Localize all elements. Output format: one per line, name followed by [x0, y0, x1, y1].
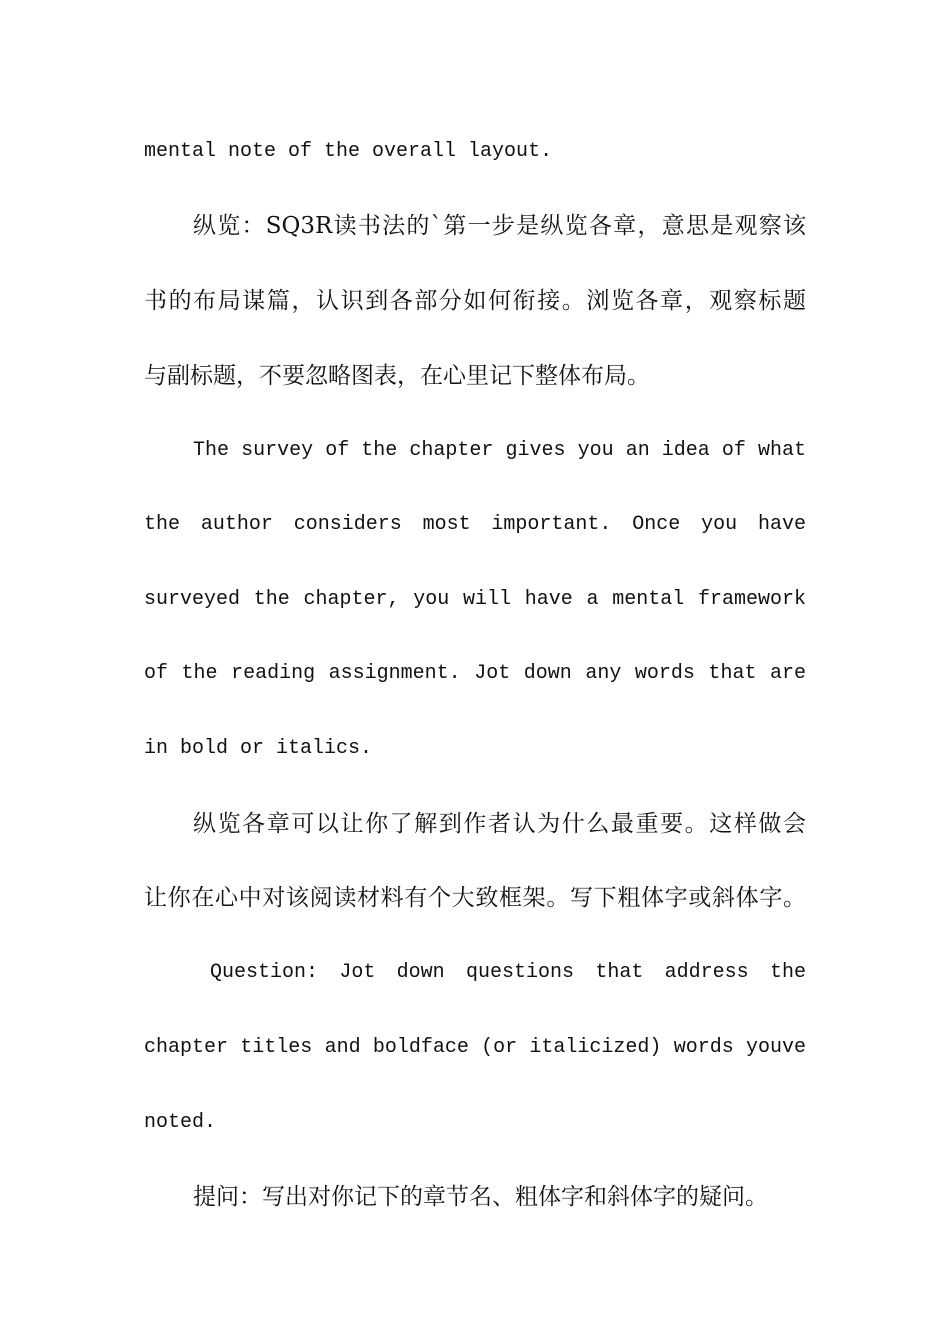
text-line-14: noted. [144, 1111, 217, 1134]
text-line-1: mental note of the overall layout. [144, 140, 553, 163]
text-line-15: 提问：写出对你记下的章节名、粗体字和斜体字的疑问。 [193, 1184, 768, 1210]
text-line-3: 书的布局谋篇，认识到各部分如何衔接。浏览各章，观察标题 [144, 288, 806, 314]
text-line-12: Question: Jot down questions that address the [210, 961, 806, 984]
text-line-8: of the reading assignment. Jot down any words that are [144, 662, 806, 685]
text-line-10: 纵览各章可以让你了解到作者认为什么最重要。这样做会 [193, 811, 806, 837]
text-line-4: 与副标题，不要忽略图表，在心里记下整体布局。 [144, 363, 650, 389]
text-line-11: 让你在心中对该阅读材料有个大致框架。写下粗体字或斜体字。 [144, 885, 806, 911]
text-line-5: The survey of the chapter gives you an idea of what [193, 439, 806, 462]
document-page [144, 0, 806, 1344]
text-line-13: chapter titles and boldface (or italicized) words youve [144, 1036, 806, 1059]
text-line-9: in bold or italics. [144, 737, 373, 760]
text-line-7: surveyed the chapter, you will have a mental framework [144, 588, 806, 611]
text-line-2: 纵览：SQ3R读书法的`第一步是纵览各章，意思是观察该 [193, 213, 806, 239]
text-line-6: the author considers most important. Once you have [144, 513, 806, 536]
